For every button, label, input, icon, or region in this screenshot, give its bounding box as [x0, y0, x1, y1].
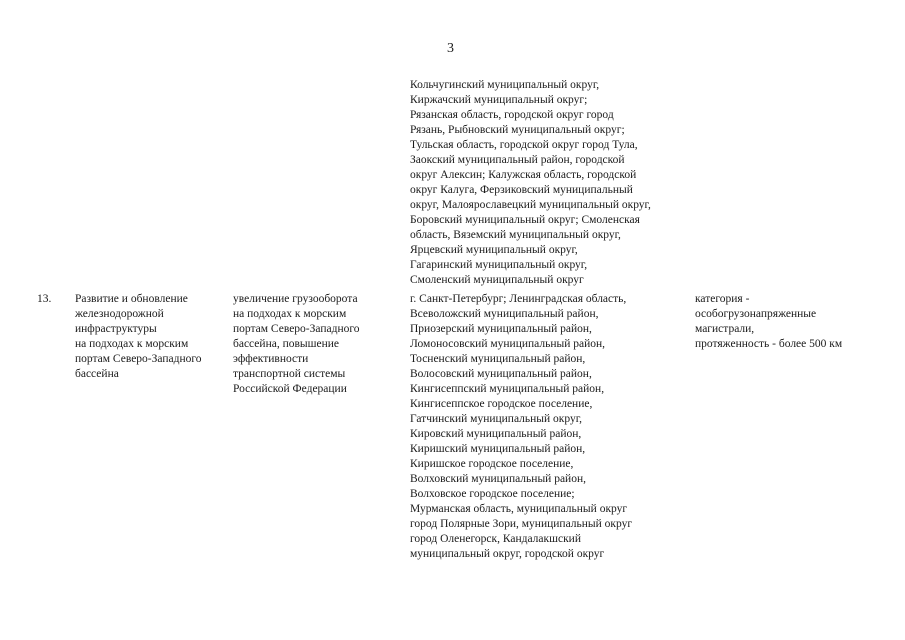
region-line: Рязанская область, городской округ город	[410, 109, 614, 121]
row-number: 13.	[37, 293, 52, 305]
goal-line: эффективности	[233, 353, 309, 365]
project-name-line: Развитие и обновление	[75, 293, 188, 305]
region-line: Гатчинский муниципальный округ,	[410, 413, 583, 425]
region-line: Ярцевский муниципальный округ,	[410, 244, 578, 256]
region-line: округ Калуга, Ферзиковский муниципальный	[410, 184, 633, 196]
goal-cell	[233, 292, 403, 397]
region-line: Кировский муниципальный район,	[410, 428, 582, 440]
region-line: Гагаринский муниципальный округ,	[410, 259, 588, 271]
project-name-line: бассейна	[75, 368, 119, 380]
region-line: Приозерский муниципальный район,	[410, 323, 592, 335]
region-line: Тульская область, городской округ город Тула,	[410, 139, 638, 151]
category-line: магистрали,	[695, 323, 755, 335]
region-line: Ломоносовский муниципальный район,	[410, 338, 606, 350]
goal-line: транспортной системы	[233, 368, 346, 380]
category-line: категория -	[695, 293, 750, 305]
region-line: город Оленегорск, Кандалакшский	[410, 533, 581, 545]
project-name-line: портам Северо-Западного	[75, 353, 202, 365]
category-line: особогрузонапряженные	[695, 308, 817, 320]
region-line: город Полярные Зори, муниципальный округ	[410, 518, 633, 530]
regions-cell	[410, 292, 690, 562]
region-line: Волосовский муниципальный район,	[410, 368, 592, 380]
region-line: Мурманская область, муниципальный округ	[410, 503, 628, 515]
goal-line: увеличение грузооборота	[233, 293, 358, 305]
project-name-line: инфраструктуры	[75, 323, 157, 335]
region-line: Смоленский муниципальный округ	[410, 274, 584, 286]
region-line: округ, Малоярославецкий муниципальный округ,	[410, 199, 651, 211]
region-line: Кингисеппский муниципальный район,	[410, 383, 605, 395]
region-line: Боровский муниципальный округ; Смоленская	[410, 214, 640, 226]
region-line: Рязань, Рыбновский муниципальный округ;	[410, 124, 625, 136]
region-line: Кингисеппское городское поселение,	[410, 398, 593, 410]
region-line: Заокский муниципальный район, городской	[410, 154, 625, 166]
project-name-cell	[75, 292, 235, 382]
continued-regions-cell	[410, 78, 710, 288]
region-line: округ Алексин; Калужская область, городской	[410, 169, 637, 181]
category-line: протяженность - более 500 км	[695, 338, 843, 350]
category-cell	[695, 292, 885, 352]
project-name-line: на подходах к морским	[75, 338, 189, 350]
region-line: Киришское городское поселение,	[410, 458, 574, 470]
region-line: Всеволожский муниципальный район,	[410, 308, 599, 320]
goal-line: на подходах к морским	[233, 308, 347, 320]
goal-line: Российской Федерации	[233, 383, 347, 395]
goal-line: портам Северо-Западного	[233, 323, 360, 335]
region-line: Волховское городское поселение;	[410, 488, 575, 500]
region-line: г. Санкт-Петербург; Ленинградская область,	[410, 293, 627, 305]
goal-line: бассейна, повышение	[233, 338, 340, 350]
region-line: область, Вяземский муниципальный округ,	[410, 229, 621, 241]
region-line: Киржачский муниципальный округ;	[410, 94, 588, 106]
page-number: 3	[447, 41, 454, 56]
region-line: муниципальный округ, городской округ	[410, 548, 605, 560]
region-line: Киришский муниципальный район,	[410, 443, 586, 455]
region-line: Тосненский муниципальный район,	[410, 353, 586, 365]
region-line: Кольчугинский муниципальный округ,	[410, 79, 600, 91]
project-name-line: железнодорожной	[75, 308, 164, 320]
region-line: Волховский муниципальный район,	[410, 473, 586, 485]
